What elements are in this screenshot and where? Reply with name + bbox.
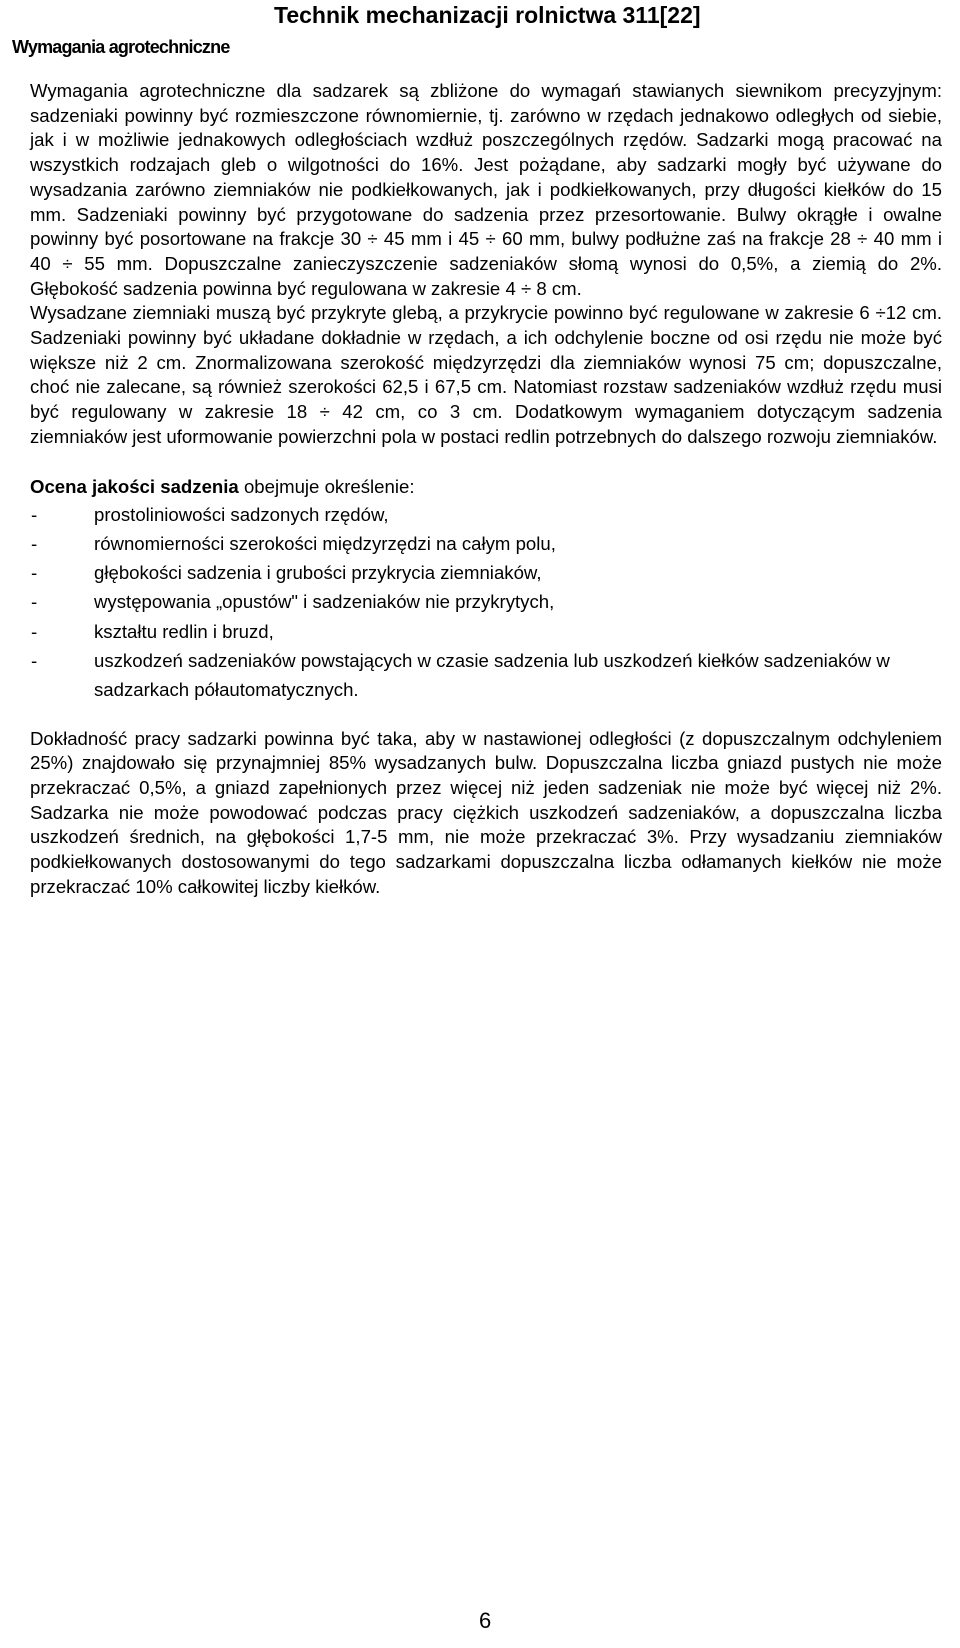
list-dash: - bbox=[31, 620, 38, 642]
list-dash: - bbox=[31, 591, 38, 613]
quality-assessment-heading bbox=[30, 474, 942, 500]
list-item bbox=[30, 529, 942, 558]
list-item-text: występowania „opustów" i sadzeniaków nie przykrytych, bbox=[94, 591, 555, 613]
quality-assessment-heading-bold: Ocena jakości sadzenia bbox=[30, 475, 239, 497]
document-body bbox=[30, 79, 942, 900]
document-header bbox=[0, 0, 960, 60]
list-item-text: równomierności szerokości międzyrzędzi na całym polu, bbox=[94, 532, 556, 554]
list-dash: - bbox=[31, 503, 38, 525]
list-item-text: uszkodzeń sadzeniaków powstających w czasie sadzenia lub uszkodzeń kiełków sadzeniaków w sadzarkach półautomatycznych. bbox=[94, 650, 890, 701]
paragraph-covering: Wysadzane ziemniaki muszą być przykryte glebą, a przykrycie powinno być regulowane w zakresie 6 ÷12 cm. Sadzeniaki powinny być układane dokładnie w rzędach, a ich odchylenie boczne od osi rzędu nie może być większe niż 2 cm. Znormalizowana szerokość międzyrzędzi dla ziemniaków wynosi 75 cm; dopuszczalne, choć nie zalecane, są również szerokości 62,5 i 67,5 cm. Natomiast rozstaw sadzeniaków wzdłuż rzędu musi być regulowany w zakresie 18 ÷ 42 cm, co 3 cm. Dodatkowym wymaganiem dotyczącym sadzenia ziemniaków jest uformowanie powierzchni pola w postaci redlin potrzebnych do dalszego rozwoju ziemniaków. bbox=[30, 302, 942, 447]
paragraph-accuracy: Dokładność pracy sadzarki powinna być taka, aby w nastawionej odległości (z dopuszczalnym odchyleniem 25%) znajdowało się przynajmniej 85% wysadzanych bulw. Dopuszczalna liczba gniazd pustych nie może przekraczać 0,5%, a gniazd zapełnionych przez więcej niż jeden sadzeniak nie może być więcej niż 2%. Sadzarka nie może powodować podczas pracy ciężkich uszkodzeń sadzeniaków, a dopuszczalna liczba uszkodzeń średnich, na głębokości 1,7-5 mm, nie może przekraczać 3%. Przy wysadzaniu ziemniaków podkiełkowanych dostosowanymi do tego sadzarkami dopuszczalna liczba odłamanych kiełków nie może przekraczać 10% całkowitej liczby kiełków. bbox=[30, 727, 942, 897]
quality-assessment-heading-rest: obejmuje określenie: bbox=[238, 475, 415, 497]
list-item-text: kształtu redlin i bruzd, bbox=[94, 620, 274, 642]
list-item bbox=[30, 587, 942, 616]
paragraph-requirements: Wymagania agrotechniczne dla sadzarek są zbliżone do wymagań stawianych siewnikom precyzyjnym: sadzeniaki powinny być rozmieszczone równomiernie, tj. zarówno w rzędach jednakowo odległych od siebie, jak i w możliwie jednakowych odległościach wzdłuż poszczególnych rzędów. Sadzarki mogą pracować na wszystkich rodzajach gleb o wilgotności do 16%. Jest pożądane, aby sadzarki mogły być używane do wysadzania zarówno ziemniaków nie podkiełkowanych, jak i podkiełkowanych, przy długości kiełków do 15 mm. Sadzeniaki powinny być przygotowane do sadzenia przez przesortowanie. Bulwy okrągłe i owalne powinny być posortowane na frakcje 30 ÷ 45 mm i 45 ÷ 60 mm, bulwy podłużne zaś na frakcje 28 ÷ 40 mm i 40 ÷ 55 mm. Dopuszczalne zanieczyszczenie sadzeniaków słomą wynosi do 0,5%, a ziemią do 2%. Głębokość sadzenia powinna być regulowana w zakresie 4 ÷ 8 cm. bbox=[30, 80, 942, 299]
list-item-text: prostoliniowości sadzonych rzędów, bbox=[94, 503, 389, 525]
quality-assessment-section bbox=[30, 474, 942, 705]
document-title: Technik mechanizacji rolnictwa 311[22] bbox=[274, 2, 701, 28]
list-item-text: głębokości sadzenia i grubości przykrycia ziemniaków, bbox=[94, 562, 542, 584]
list-item bbox=[30, 558, 942, 587]
quality-criteria-list bbox=[30, 500, 942, 705]
page-number: 6 bbox=[479, 1608, 492, 1633]
list-item bbox=[30, 500, 942, 529]
list-item bbox=[30, 617, 942, 646]
list-dash: - bbox=[31, 532, 38, 554]
list-dash: - bbox=[31, 562, 38, 584]
list-dash: - bbox=[31, 650, 38, 672]
section-label: Wymagania agrotechniczne bbox=[12, 37, 230, 57]
list-item bbox=[30, 646, 942, 705]
